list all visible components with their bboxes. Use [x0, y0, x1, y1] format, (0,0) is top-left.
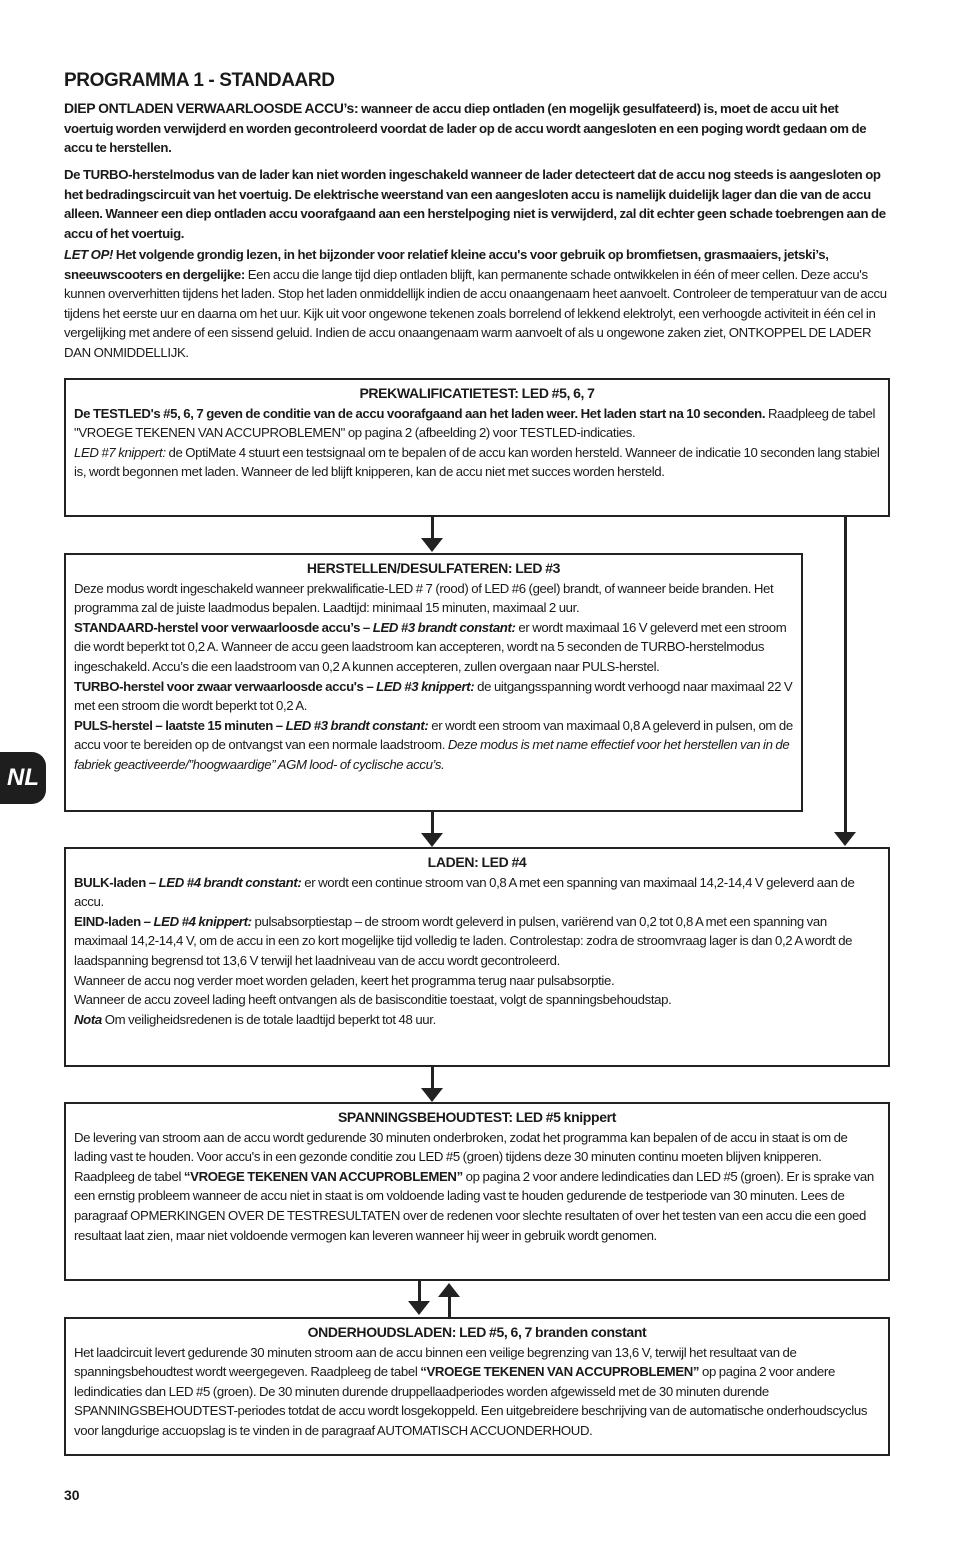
box-herstellen-title: HERSTELLEN/DESULFATEREN: LED #3	[306, 560, 561, 576]
box-prekwalificatie-title: PREKWALIFICATIETEST: LED #5, 6, 7	[359, 385, 595, 401]
turbo-herstel-label: TURBO-herstel voor zwaar verwaarloosde accu's –	[74, 678, 377, 694]
standaard-herstel-text: er wordt maximaal 16 V geleverd met een stroom die wordt beperkt tot 0,2 A. Wanneer de accu geen laadstroom kan accepteren, wordt na 5 seconden de TURBO-herstelmodus ingeschakeld. Accu’s die een laadstroom van 0,2 A kunnen accepteren, zullen overgaan naar PULS-herstel.	[74, 619, 787, 674]
bulk-text: er wordt een continue stroom van 0,8 A met een spanning van maximaal 14,2-14,4 V geleverd aan de accu.	[74, 874, 855, 910]
box-prekwalificatie	[64, 378, 890, 517]
box-herstellen-body	[74, 579, 793, 775]
bulk-led: LED #4 brandt constant:	[158, 874, 302, 890]
arrow-down-icon	[408, 1301, 430, 1315]
puls-herstel-text: er wordt een stroom van maximaal 0,8 A geleverd in pulsen, om de accu voor te bereiden op de ontvangst van een normale laadstroom.	[74, 717, 793, 753]
led7-text: de OptiMate 4 stuurt een testsignaal om te bepalen of de accu kan worden hersteld. Wanneer de indicatie 10 seconden lang stabiel is, wordt begonnen met laden. Wanneer de led blijft knipperen, kan de accu niet met succes worden hersteld.	[74, 444, 880, 480]
arrow-down-icon	[421, 538, 443, 552]
intro-paragraph-1	[64, 99, 888, 158]
onderhoud-text-2: op pagina 2 voor andere ledindicaties dan LED #5 (groen). De 30 minuten durende druppellaadperiodes worden afgewisseld met de 30 minuten durende SPANNINGSBEHOUDTEST-periodes totdat de accu wordt losgekoppeld. Een uitgebreidere beschrijving van de automatische onderhoudscyclus voor langdurige accuopslag is te vinden in de paragraaf AUTOMATISCH ACCUONDERHOUD.	[74, 1364, 868, 1438]
box-laden-body	[74, 873, 880, 1030]
puls-herstel-label: PULS-herstel – laatste 15 minuten –	[74, 717, 286, 733]
eind-led: LED #4 knippert:	[153, 913, 252, 929]
spanningsbehoud-text-2: op pagina 2 voor andere ledindicaties dan LED #5 (groen). Er is sprake van een ernstig probleem wanneer de accu niet in staat is om voldoende lading vast te houden gedurende de testperiode van 30 minuten. Lees de paragraaf OPMERKINGEN OVER DE TESTRESULTATEN over de redenen voor slechte resultaten of over het testen van een accu die een goed resultaat laat zien, maar niet voldoende vermogen kan leveren wanneer hij weer in gebruik wordt genomen.	[74, 1168, 874, 1243]
language-tab	[0, 752, 46, 804]
warning-bold: Het volgende grondig lezen, in het bijzonder voor relatief kleine accu's voor gebruik op bromfietsen, grasmaaiers, jetski’s, sneeuwscooters en dergelijke:	[64, 247, 829, 282]
intro-paragraph-2	[64, 165, 888, 243]
bypass-connector-line	[844, 517, 847, 833]
intro-paragraph-3	[64, 245, 888, 363]
box-onderhoudsladen-body	[74, 1343, 880, 1441]
laden-line-2: Wanneer de accu zoveel lading heeft ontvangen als de basisconditie toestaat, volgt de spanningsbehoudstap.	[74, 992, 672, 1008]
box-prekwalificatie-bold: De TESTLED's #5, 6, 7 geven de conditie van de accu voorafgaand aan het laden weer. Het laden start na 10 seconden.	[74, 405, 766, 421]
box-onderhoudsladen	[64, 1317, 890, 1456]
laden-line-1: Wanneer de accu nog verder moet worden geladen, keert het programma terug naar pulsabsorptie.	[74, 972, 615, 988]
box-spanningsbehoudtest-title: SPANNINGSBEHOUDTEST: LED #5 knippert	[337, 1109, 617, 1125]
box-herstellen-text: Deze modus wordt ingeschakeld wanneer prekwalificatie-LED # 7 (rood) of LED #6 (geel) brandt, of wanneer beide branden. Het programma zal de juiste laadmodus bepalen. Laadtijd: minimaal 15 minuten, maximaal 2 uur.	[74, 580, 774, 616]
onderhoud-text-1: Het laadcircuit levert gedurende 30 minuten stroom aan de accu binnen een veilige begrenzing van 13,6 V, terwijl het resultaat van de spanningsbehoudtest wordt weergegeven. Raadpleeg de tabel	[74, 1344, 797, 1380]
language-tab-label: NL	[7, 764, 39, 791]
arrow-up-icon	[438, 1283, 460, 1297]
box-herstellen	[64, 553, 803, 812]
connector-line	[448, 1297, 451, 1317]
spanningsbehoud-ref: “VROEGE TEKENEN VAN ACCUPROBLEMEN”	[183, 1168, 463, 1184]
bulk-label: BULK-laden –	[74, 874, 159, 890]
warning-text: Een accu die lange tijd diep ontladen blijft, kan permanente schade ontwikkelen in één of meer cellen. Deze accu's kunnen oververhitten tijdens het laden. Stop het laden onmiddellijk indien de accu onaangenaam heet aanvoelt. Controleer de temperatuur van de accu tijdens het eerste uur en daarna om het uur. Kijk uit voor ongewone tekenen zoals borrelend of lekkend elektrolyt, een verhoogde activiteit in één cel in vergelijking met andere of een sissend geluid. Indien de accu onaangenaam warm aanvoelt of als u ongewone zaken ziet, ONTKOPPEL DE LADER DAN ONMIDDELLIJK.	[64, 266, 887, 360]
connector-line	[418, 1281, 421, 1301]
connector-line	[431, 1067, 434, 1089]
intro-text-2: De TURBO-herstelmodus van de lader kan niet worden ingeschakeld wanneer de lader detecteert dat de accu nog steeds is aangesloten op het bedradingscircuit van het voertuig. De elektrische weerstand van een aangesloten accu is namelijk duidelijk lager dan die van de accu alleen. Wanneer een diep ontladen accu voorafgaand aan een herstelpoging niet is verwijderd, zal dit echter geen schade toebrengen aan de accu of het voertuig.	[64, 167, 886, 241]
box-prekwalificatie-text: Raadpleeg de tabel "VROEGE TEKENEN VAN ACCUPROBLEMEN" op pagina 2 (afbeelding 2) voor TESTLED-indicaties.	[74, 405, 876, 441]
eind-label: EIND-laden –	[74, 913, 154, 929]
connector-line	[431, 812, 434, 834]
turbo-herstel-text: de uitgangsspanning wordt verhoogd naar maximaal 22 V met een stroom die wordt beperkt tot 0,2 A.	[74, 678, 793, 714]
onderhoud-ref: “VROEGE TEKENEN VAN ACCUPROBLEMEN”	[420, 1364, 700, 1380]
turbo-herstel-led: LED #3 knippert:	[376, 678, 475, 694]
box-laden	[64, 847, 890, 1067]
intro-text-1: wanneer de accu diep ontladen (en mogelijk gesulfateerd) is, moet de accu uit het voertuig worden verwijderd en worden gecontroleerd voordat de lader op de accu wordt aangesloten en een poging wordt gedaan om de accu te herstellen.	[64, 101, 867, 156]
arrow-down-icon	[421, 1088, 443, 1102]
box-onderhoudsladen-title: ONDERHOUDSLADEN: LED #5, 6, 7 branden constant	[307, 1324, 647, 1340]
standaard-herstel-label: STANDAARD-herstel voor verwaarloosde accu’s –	[74, 619, 373, 635]
connector-line	[431, 517, 434, 539]
box-prekwalificatie-body	[74, 404, 880, 482]
standaard-herstel-led: LED #3 brandt constant:	[372, 619, 516, 635]
warning-label: LET OP!	[64, 247, 114, 262]
box-laden-title: LADEN: LED #4	[427, 854, 527, 870]
eind-text: pulsabsorptiestap – de stroom wordt geleverd in pulsen, variërend van 0,2 tot 0,8 A met een spanning van maximaal 14,2-14,4 V, om de accu in een zo kort mogelijke tijd volledig te laden. Controlestap: zodra de stroomvraag lager is dan 0,2 A wordt de laadspanning begrensd tot 13,6 V terwijl het laadniveau van de accu wordt gecontroleerd.	[74, 913, 853, 968]
page-title: PROGRAMMA 1 - STANDAARD	[64, 70, 335, 91]
box-spanningsbehoudtest	[64, 1102, 890, 1281]
spanningsbehoud-text-1: De levering van stroom aan de accu wordt gedurende 30 minuten onderbroken, zodat het programma kan bepalen of de accu in staat is om de lading vast te houden. Voor accu's in een gezonde conditie zou LED #5 (groen) tijdens deze 30 minuten continu moeten blijven knipperen. Raadpleeg de tabel	[74, 1129, 848, 1184]
led7-label: LED #7 knippert:	[74, 444, 166, 460]
arrow-down-icon	[421, 833, 443, 847]
arrow-down-icon	[834, 832, 856, 846]
puls-herstel-note: Deze modus is met name effectief voor het herstellen van in de fabriek geactiveerde/”hoogwaardige” AGM lood- of cyclische accu’s.	[74, 737, 790, 772]
box-spanningsbehoudtest-body	[74, 1128, 880, 1246]
page-number: 30	[64, 1487, 80, 1503]
intro-lead: DIEP ONTLADEN VERWAARLOOSDE ACCU’s:	[64, 100, 359, 116]
puls-herstel-led: LED #3 brandt constant:	[285, 717, 429, 733]
nota-text: Om veiligheidsredenen is de totale laadtijd beperkt tot 48 uur.	[101, 1011, 436, 1027]
nota-label: Nota	[74, 1011, 102, 1027]
